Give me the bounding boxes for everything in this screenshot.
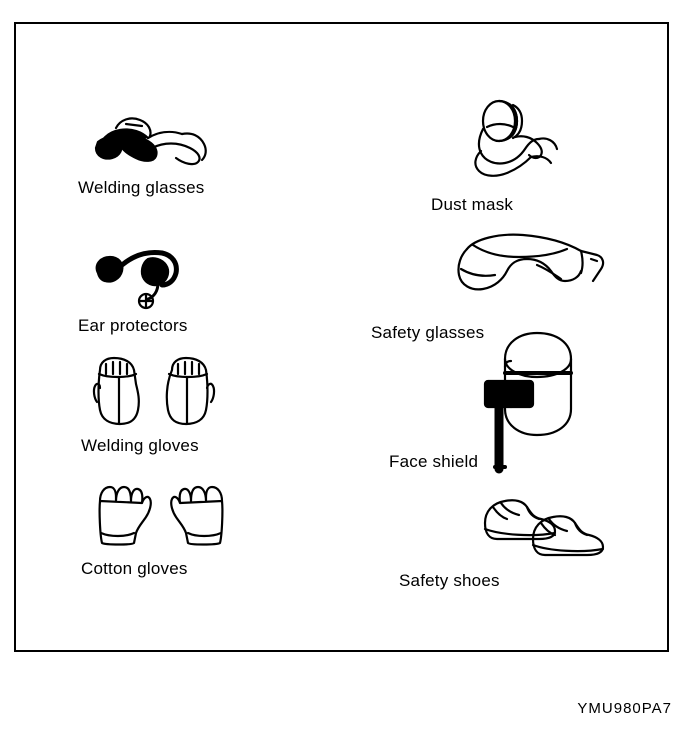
cotton-gloves-icon — [86, 479, 236, 549]
caption-safety-glasses: Safety glasses — [371, 323, 485, 342]
caption-face-shield: Face shield — [389, 452, 479, 471]
item-cotton-gloves — [81, 479, 236, 578]
welding-glasses-icon — [86, 104, 226, 174]
figure-code: YMU980PA7 — [577, 700, 672, 717]
illustration-frame — [14, 22, 669, 652]
ear-protectors-icon — [86, 229, 216, 309]
caption-ear-protectors: Ear protectors — [78, 316, 188, 335]
item-safety-glasses — [371, 229, 611, 342]
left-column — [66, 24, 326, 650]
safety-glasses-icon — [441, 229, 611, 299]
caption-dust-mask: Dust mask — [431, 195, 514, 214]
caption-cotton-gloves: Cotton gloves — [81, 559, 188, 578]
item-welding-glasses — [78, 104, 226, 197]
face-shield-icon — [461, 329, 601, 474]
item-welding-gloves — [81, 354, 236, 455]
caption-welding-glasses: Welding glasses — [78, 178, 205, 197]
item-dust-mask — [431, 99, 601, 214]
item-safety-shoes — [399, 489, 621, 590]
dust-mask-icon — [451, 99, 601, 184]
item-ear-protectors — [78, 229, 216, 335]
safety-shoes-icon — [471, 489, 621, 559]
right-column — [346, 24, 646, 650]
caption-safety-shoes: Safety shoes — [399, 571, 500, 590]
welding-gloves-icon — [86, 354, 236, 429]
caption-welding-gloves: Welding gloves — [81, 436, 199, 455]
